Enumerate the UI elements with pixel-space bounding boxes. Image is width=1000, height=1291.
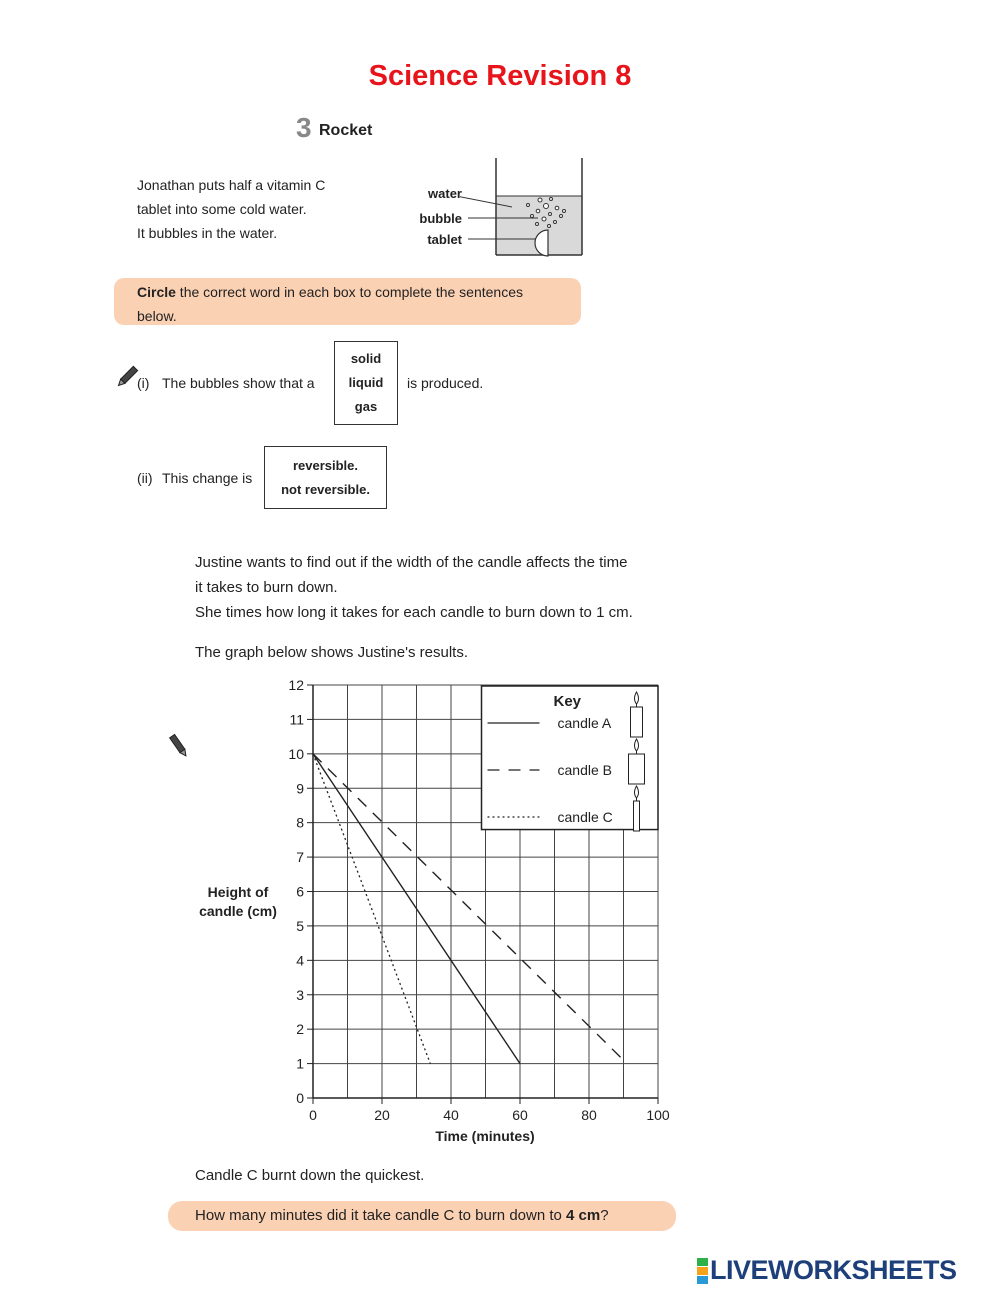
- y-tick-label: 10: [288, 745, 304, 762]
- y-tick-label: 1: [296, 1055, 304, 1072]
- instruction-banner: [114, 278, 581, 325]
- part-ii-text: This change is: [162, 470, 253, 486]
- y-tick-label: 12: [288, 677, 304, 693]
- question-banner[interactable]: [168, 1201, 676, 1231]
- x-tick-label: 60: [512, 1107, 528, 1123]
- legend-title: Key: [553, 693, 582, 710]
- candle-intro-line: Justine wants to find out if the width of the candle affects the time: [195, 554, 628, 571]
- question-text-end: ?: [600, 1207, 609, 1224]
- logo-icon: [697, 1258, 708, 1284]
- x-axis-label: Time (minutes): [435, 1128, 535, 1144]
- part-i-after: is produced.: [407, 375, 484, 391]
- graph-intro: The graph below shows Justine's results.: [195, 644, 468, 661]
- flame-icon: [635, 786, 639, 798]
- candle-icon: [631, 707, 643, 737]
- instruction-text-2: below.: [137, 308, 177, 324]
- candle-icon: [634, 801, 640, 831]
- intro-line: It bubbles in the water.: [137, 225, 278, 241]
- part-i-text: The bubbles show that a: [162, 375, 315, 391]
- x-tick-label: 100: [646, 1107, 670, 1123]
- x-tick-label: 40: [443, 1107, 459, 1123]
- conclusion-text: Candle C burnt down the quickest.: [195, 1167, 425, 1184]
- question-text: How many minutes did it take candle C to burn down to: [195, 1207, 567, 1224]
- liveworksheets-logo: [697, 1255, 957, 1286]
- brand-name: LIVEWORKSHEETS: [710, 1255, 957, 1285]
- intro-line: tablet into some cold water.: [137, 201, 307, 217]
- page-title: Science Revision 8: [368, 60, 632, 92]
- y-axis-label-line: Height of: [207, 884, 269, 900]
- y-tick-label: 0: [296, 1090, 304, 1106]
- diagram-label-water: water: [428, 186, 462, 201]
- y-tick-label: 3: [296, 986, 304, 1003]
- y-tick-label: 2: [296, 1021, 304, 1038]
- instruction-text: the correct word in each box to complete the sentences: [175, 284, 524, 300]
- y-tick-label: 6: [296, 883, 304, 900]
- diagram-label-bubble: bubble: [419, 211, 462, 226]
- diagram-label-tablet: tablet: [427, 232, 462, 247]
- legend-label: candle B: [557, 762, 612, 778]
- part-i-choice-box: [334, 341, 398, 425]
- question-bold: 4 cm: [566, 1207, 601, 1224]
- choice-reversible[interactable]: reversible.: [292, 458, 359, 473]
- candle-intro-line: it takes to burn down.: [195, 579, 338, 596]
- question-number: 3: [296, 112, 312, 143]
- choice-liquid[interactable]: liquid: [348, 375, 384, 390]
- part-i-label: (i): [137, 375, 150, 391]
- y-axis-label-line: candle (cm): [199, 903, 277, 919]
- y-tick-label: 5: [296, 917, 304, 934]
- candle-icon: [629, 754, 645, 784]
- series-line-candle-c: [313, 754, 430, 1064]
- choice-not-reversible[interactable]: not reversible.: [281, 482, 370, 497]
- x-tick-label: 0: [309, 1107, 317, 1123]
- flame-icon: [635, 739, 639, 751]
- candle-intro: [195, 550, 633, 625]
- y-tick-label: 9: [296, 780, 304, 797]
- part-ii-label: (ii): [137, 470, 153, 486]
- question-title: Rocket: [319, 122, 373, 139]
- legend-label: candle C: [557, 809, 613, 825]
- beaker-diagram: [460, 155, 590, 263]
- flame-icon: [635, 692, 639, 704]
- candle-intro-line: She times how long it takes for each candle to burn down to 1 cm.: [195, 604, 633, 621]
- legend-label: candle A: [557, 715, 612, 731]
- x-tick-label: 20: [374, 1107, 390, 1123]
- y-tick-label: 7: [296, 849, 304, 866]
- y-tick-label: 11: [289, 711, 304, 728]
- intro-line: Jonathan puts half a vitamin C: [137, 177, 326, 193]
- y-tick-label: 4: [296, 952, 304, 969]
- candle-height-chart: [270, 670, 670, 1130]
- x-tick-label: 80: [581, 1107, 597, 1123]
- pencil-icon: [166, 733, 192, 759]
- y-tick-label: 8: [296, 814, 304, 831]
- intro-text: [137, 173, 325, 245]
- choice-solid[interactable]: solid: [350, 351, 382, 366]
- part-ii-choice-box: [264, 446, 387, 509]
- instruction-bold: Circle: [137, 284, 176, 300]
- choice-gas[interactable]: gas: [354, 399, 378, 414]
